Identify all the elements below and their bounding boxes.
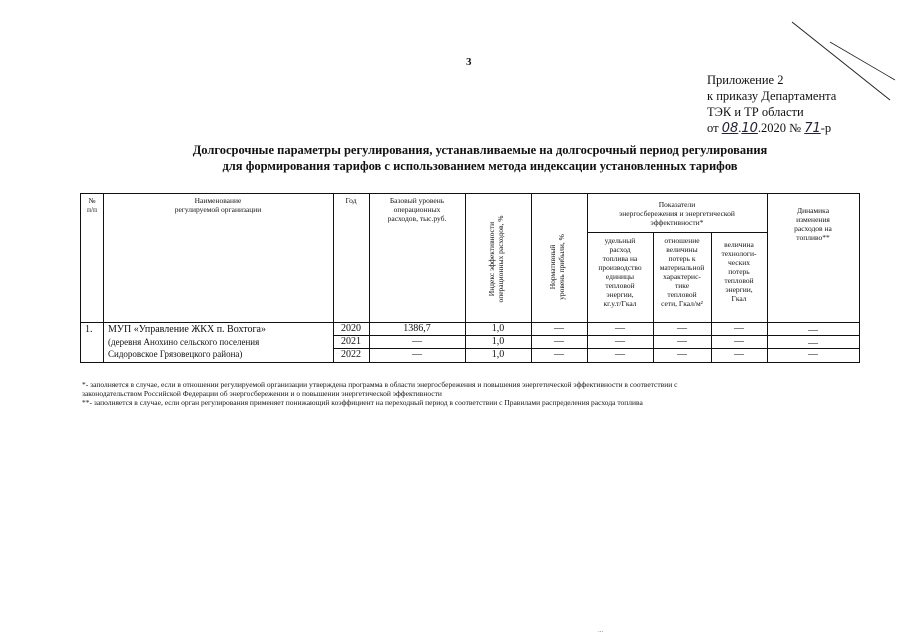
loss-ratio-2020: — — [677, 323, 687, 334]
footnotes — [82, 380, 862, 407]
document-title — [100, 142, 860, 174]
header-indicators: Показатели энергосбережения и энергетической эффективности* — [619, 200, 735, 227]
base-2021: — — [412, 336, 422, 347]
profit-2021: — — [554, 336, 564, 347]
dynamics-2021: — — [808, 338, 818, 349]
date-year: .2020 № — [757, 121, 802, 135]
tech-losses-2021: — — [734, 336, 744, 347]
appendix-block — [707, 72, 836, 137]
appendix-line-2: к приказу Департамента — [707, 89, 837, 103]
eff-2020: 1,0 — [491, 323, 505, 334]
fuel-rate-2020: — — [615, 323, 625, 334]
parameters-table — [80, 193, 860, 363]
header-loss-ratio: отношение величины потерь к материальной характерис- тике тепловой сети, Гкал/м² — [659, 236, 705, 308]
eff-2022: 1,0 — [491, 349, 505, 360]
tech-losses-2020: — — [734, 323, 744, 334]
title-line-2: для формирования тарифов с использованием метода индексации установленных тарифов — [222, 159, 738, 173]
base-2022: — — [412, 349, 422, 360]
profit-2020: — — [554, 323, 564, 334]
fuel-rate-2021: — — [615, 336, 625, 347]
footnote-1-line-1: *- заполняется в случае, если в отношении регулируемой организации утверждена программа в области энергосбережения и повышения энергетической эффективности в соответствии с — [82, 380, 678, 389]
doc-number: 71 — [804, 121, 821, 136]
appendix-line-1: Приложение 2 — [707, 73, 784, 87]
tech-losses-2022: — — [734, 349, 744, 360]
title-line-1: Долгосрочные параметры регулирования, устанавливаемые на долгосрочный период регулирования — [192, 143, 768, 157]
loss-ratio-2022: — — [677, 349, 687, 360]
date-month: 10 — [741, 121, 758, 136]
year-2020: 2020 — [341, 323, 361, 334]
date-prefix: от — [707, 121, 719, 135]
header-number: № п/п — [86, 196, 98, 214]
year-2022: 2022 — [341, 349, 361, 360]
appendix-date-line: от 08.10.2020 № 71-р — [707, 121, 832, 136]
header-fuel-dynamics: Динамика изменения расходов на топливо** — [794, 206, 832, 242]
appendix-line-3: ТЭК и ТР области — [707, 105, 804, 119]
row-organization: МУП «Управление ЖКХ п. Вохтога» (деревня Анохино сельского поселения Сидоровское Грязовецкого района) — [108, 324, 266, 359]
footnote-1-line-2: законодательством Российской Федерации об энергосбережении и о повышении энергетической эффективности — [82, 389, 442, 398]
header-year: Год — [345, 196, 357, 205]
header-tech-losses: величина технологи- ческих потерь тепловой энергии, Гкал — [721, 240, 757, 303]
page-number: 3 — [466, 56, 472, 68]
profit-2022: — — [554, 349, 564, 360]
date-day: 08 — [721, 121, 739, 136]
header-organization: Наименование регулируемой организации — [174, 196, 262, 214]
header-efficiency-index: Индекс эффективности операционных расходов, % — [487, 215, 505, 303]
dynamics-2020: — — [808, 325, 818, 336]
row-number: 1. — [85, 324, 93, 335]
footer-marks: ... — [598, 626, 604, 634]
dynamics-2022: — — [808, 349, 818, 360]
footnote-2: **- заполняется в случае, если орган регулирования применяет понижающий коэффициент на переходный период в соответствии с Правилами распределения расхода топлива — [82, 398, 643, 407]
eff-2021: 1,0 — [491, 336, 505, 347]
base-2020: 1386,7 — [403, 323, 431, 334]
loss-ratio-2021: — — [677, 336, 687, 347]
doc-suffix: -р — [820, 121, 832, 135]
header-fuel-rate: удельный расход топлива на производство единицы тепловой энергии, кг.у.т/Гкал — [598, 236, 642, 308]
year-2021: 2021 — [341, 336, 361, 347]
header-base-costs: Базовый уровень операционных расходов, тыс.руб. — [387, 196, 447, 223]
fuel-rate-2022: — — [615, 349, 625, 360]
header-profit-level: Нормативный уровень прибыли, % — [548, 234, 566, 300]
